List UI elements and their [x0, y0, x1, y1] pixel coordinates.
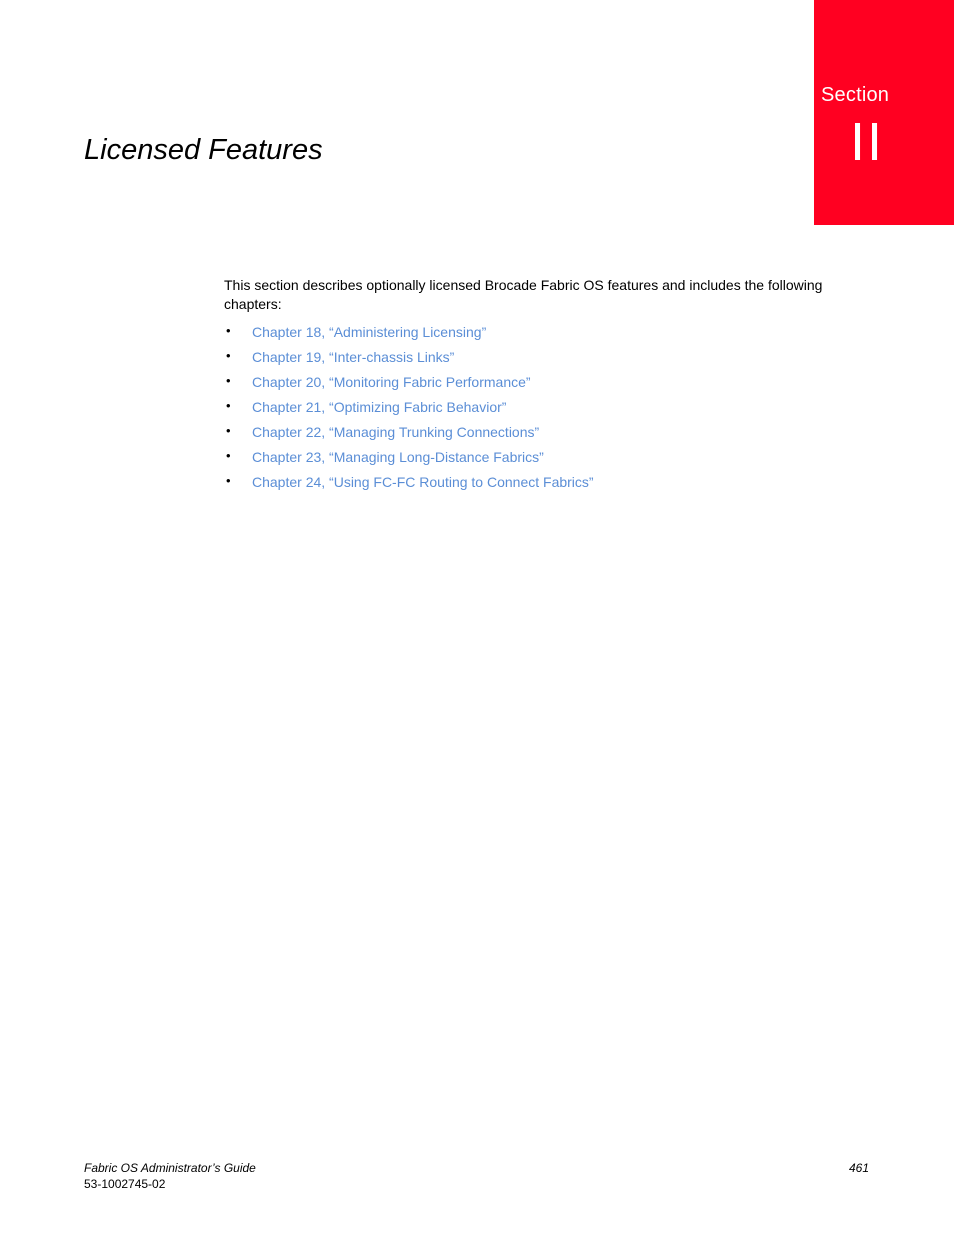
section-label: Section	[821, 84, 890, 106]
bullet-icon: •	[226, 423, 231, 438]
chapter-19-link[interactable]: Chapter 19, “Inter-chassis Links”	[252, 349, 455, 365]
page-title: Licensed Features	[84, 134, 323, 166]
intro-paragraph: This section describes optionally licensed Brocade Fabric OS features and includes the following chapters:	[224, 277, 823, 312]
bullet-icon: •	[226, 348, 231, 363]
chapter-20-link[interactable]: Chapter 20, “Monitoring Fabric Performance”	[252, 374, 531, 390]
footer-doc-number: 53-1002745-02	[84, 1177, 166, 1191]
footer-page-number: 461	[849, 1161, 870, 1175]
section-numeral: II	[850, 112, 885, 172]
bullet-icon: •	[226, 473, 231, 488]
bullet-icon: •	[226, 373, 231, 388]
bullet-icon: •	[226, 448, 231, 463]
chapter-24-link[interactable]: Chapter 24, “Using FC-FC Routing to Connect Fabrics”	[252, 474, 594, 490]
chapter-22-link[interactable]: Chapter 22, “Managing Trunking Connections”	[252, 424, 540, 440]
bullet-icon: •	[226, 323, 231, 338]
bullet-icon: •	[226, 398, 231, 413]
chapter-23-link[interactable]: Chapter 23, “Managing Long-Distance Fabrics”	[252, 449, 544, 465]
section-tab	[814, 0, 954, 225]
footer-guide-title: Fabric OS Administrator’s Guide	[84, 1161, 256, 1175]
chapter-21-link[interactable]: Chapter 21, “Optimizing Fabric Behavior”	[252, 399, 507, 415]
chapter-18-link[interactable]: Chapter 18, “Administering Licensing”	[252, 324, 487, 340]
footer-left	[84, 1160, 256, 1192]
